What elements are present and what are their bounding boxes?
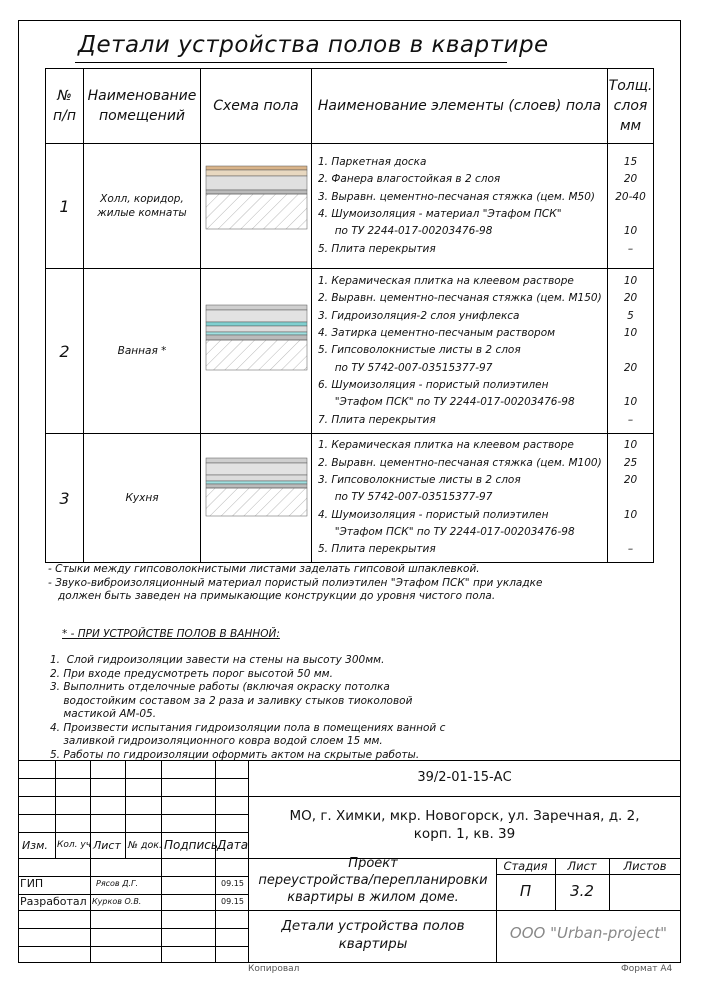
address-line2: корп. 1, кв. 39: [413, 826, 516, 842]
project-line2: переустройства/перепланировки: [258, 873, 488, 888]
layer-item: 1. Керамическая плитка на клеевом растворе: [318, 275, 574, 288]
room-name: Кухня: [84, 434, 201, 563]
footer-copied: Копировал: [248, 964, 300, 974]
layer-item: 1. Керамическая плитка на клеевом растворе: [318, 439, 574, 452]
layer-item: 3. Гидроизоляция-2 слоя унифлекса: [318, 309, 520, 322]
note-line: - Звуко-виброизоляционный материал пористый полиэтилен "Этафом ПСК" при укладке: [48, 576, 543, 589]
floor-scheme-drawing: [201, 434, 312, 558]
thickness-value: [608, 206, 653, 223]
thickness-value: –: [627, 413, 634, 426]
header-layers: Наименование элементы (слоев) пола: [312, 69, 608, 144]
table-row: [46, 144, 654, 269]
layer-item: 2. Фанера влагостойкая в 2 слоя: [318, 173, 501, 186]
document-code: 39/2-01-15-АС: [417, 770, 512, 785]
layer-item: 3. Гипсоволокнистые листы в 2 слоя: [318, 474, 521, 487]
title-underline: [75, 62, 507, 63]
general-notes: [48, 563, 542, 604]
layer-item: 3. Выравн. цементно-песчаная стяжка (цем. М50): [318, 190, 596, 203]
address-line1: МО, г. Химки, мкр. Новогорск, ул. Заречная, д. 2,: [289, 808, 640, 824]
layer-item: 4. Затирка цементно-песчаным раствором: [318, 327, 556, 340]
company-name: ООО "Urban-project": [509, 924, 668, 942]
dev-date: 09.15: [221, 897, 244, 906]
col-izm: Изм.: [22, 839, 48, 852]
header-room-line1: Наименование: [87, 88, 197, 104]
note-line: заливкой гидроизоляционного ковра водой слоем 15 мм.: [50, 735, 383, 747]
layer-item: 2. Выравн. цементно-песчаная стяжка (цем. М100): [318, 456, 602, 469]
sheet-label: Лист: [567, 859, 597, 873]
room-name: Холл, коридор, жилые комнаты: [84, 144, 201, 269]
drawing-title-line2: квартиры: [338, 936, 408, 952]
col-doc: № док.: [128, 840, 163, 851]
row-number: 1: [46, 144, 84, 269]
table-row: [46, 269, 654, 434]
floor-scheme: [201, 269, 312, 434]
layer-item: по ТУ 5742-007-03515377-97: [318, 361, 493, 374]
layer-item: по ТУ 5742-007-03515377-97: [318, 491, 493, 504]
thickness-value: 20: [623, 474, 638, 487]
project-line3: квартиры в жилом доме.: [287, 890, 459, 905]
note-line: 2. При входе предусмотреть порог высотой 50 мм.: [50, 667, 333, 680]
grid-line: [18, 876, 248, 877]
layer-item: 5. Гипсоволокнистые листы в 2 слоя: [318, 344, 521, 357]
thickness-value: 10: [623, 439, 638, 452]
header-thickness-line2: слоя: [613, 98, 648, 114]
grid-line: [55, 760, 56, 858]
grid-line: [248, 796, 681, 797]
floor-layers-table: [45, 68, 654, 563]
header-room-line2: помещений: [98, 108, 186, 124]
header-num-line1: №: [57, 88, 72, 104]
grid-line: [496, 874, 681, 875]
dev-label: Разработал: [20, 895, 87, 908]
drawing-title-line1: Детали устройства полов: [281, 918, 465, 934]
thickness-value: 20: [623, 173, 638, 186]
thickness-value: 10: [623, 396, 638, 409]
layer-item: 6. Шумоизоляция - пористый полиэтилен: [318, 378, 549, 391]
note-line: 4. Произвести испытания гидроизоляции пола в помещениях ванной с: [50, 721, 446, 734]
layer-item: 4. Шумоизоляция - пористый полиэтилен: [318, 508, 549, 521]
grid-line: [18, 778, 248, 779]
note-line: водостойким составом за 2 раза и заливку стыков тиоколовой: [50, 694, 413, 707]
note-line: должен быть заведен на примыкающие конструкции до уровня чистого пола.: [48, 590, 496, 602]
thickness-cell: [608, 434, 654, 563]
layers-cell: [312, 144, 608, 269]
row-number: 3: [46, 434, 84, 563]
thickness-value: 20-40: [615, 190, 646, 203]
thickness-value: [608, 342, 653, 359]
stamp-top-border: [18, 760, 681, 761]
thickness-cell: [608, 144, 654, 269]
thickness-value: 10: [623, 225, 638, 238]
thickness-value: 20: [623, 292, 638, 305]
layer-item: по ТУ 2244-017-00203476-98: [318, 225, 493, 238]
header-num-line2: п/п: [52, 108, 77, 124]
sheets-label: Листов: [623, 859, 667, 873]
thickness-value: 25: [623, 456, 638, 469]
header-scheme: Схема пола: [201, 69, 312, 144]
table-row: [46, 434, 654, 563]
thickness-value: [608, 489, 653, 506]
grid-line: [90, 760, 91, 963]
col-kol: Кол. уч: [57, 840, 92, 850]
header-thickness: [608, 69, 654, 144]
gip-name: Рясов Д.Г.: [96, 879, 138, 888]
thickness-value: –: [627, 543, 634, 556]
layer-item: 5. Плита перекрытия: [318, 543, 436, 556]
floor-scheme-drawing: [201, 144, 312, 264]
layer-item: "Этафом ПСК" по ТУ 2244-017-00203476-98: [318, 525, 575, 538]
grid-line: [161, 760, 162, 963]
thickness-value: –: [627, 242, 634, 255]
gip-label: ГИП: [20, 877, 44, 890]
layer-item: 2. Выравн. цементно-песчаная стяжка (цем. М150): [318, 292, 602, 305]
grid-line: [18, 928, 248, 929]
stage-value: П: [519, 882, 532, 900]
thickness-value: [608, 377, 653, 394]
layers-cell: [312, 269, 608, 434]
floor-scheme: [201, 434, 312, 563]
header-room: [84, 69, 201, 144]
note-line: - Стыки между гипсоволокнистыми листами заделать гипсовой шпаклевкой.: [48, 563, 480, 575]
layers-cell: [312, 434, 608, 563]
page-title: Детали устройства полов в квартире: [78, 32, 549, 58]
header-thickness-line1: Толщ.: [608, 78, 653, 94]
bath-notes-heading: * - ПРИ УСТРОЙСТВЕ ПОЛОВ В ВАННОЙ:: [62, 628, 280, 640]
thickness-cell: [608, 269, 654, 434]
note-line: мастикой АМ-05.: [50, 708, 157, 720]
grid-line: [125, 760, 126, 858]
header-thickness-line3: мм: [619, 118, 642, 134]
col-sign: Подпись: [164, 838, 218, 852]
thickness-value: [608, 524, 653, 541]
note-line: 5. Работы по гидроизоляции оформить актом на скрытые работы.: [50, 748, 420, 761]
grid-line: [18, 814, 248, 815]
layer-item: "Этафом ПСК" по ТУ 2244-017-00203476-98: [318, 396, 575, 409]
footer-format: Формат А4: [621, 964, 673, 974]
thickness-value: 10: [623, 327, 638, 340]
note-line: 1. Слой гидроизоляции завести на стены на высоту 300мм.: [50, 654, 385, 666]
header-num: [46, 69, 84, 144]
thickness-value: 20: [623, 361, 638, 374]
grid-line: [18, 946, 248, 947]
layer-item: 4. Шумоизоляция - материал "Этафом ПСК": [318, 208, 562, 220]
grid-line: [18, 832, 248, 833]
room-name: Ванная *: [84, 269, 201, 434]
bath-notes: [50, 654, 445, 762]
note-line: 3. Выполнить отделочные работы (включая окраску потолка: [50, 681, 390, 693]
thickness-value: 5: [627, 309, 634, 322]
grid-line: [215, 760, 216, 963]
thickness-value: 10: [623, 508, 638, 521]
project-line1: Проект: [348, 856, 398, 871]
sheet-value: 3.2: [570, 882, 594, 900]
thickness-value: 15: [623, 156, 638, 169]
floor-scheme: [201, 144, 312, 269]
grid-line: [18, 910, 681, 911]
layer-item: 1. Паркетная доска: [318, 156, 427, 169]
layer-item: 5. Плита перекрытия: [318, 242, 436, 255]
grid-line: [248, 760, 249, 963]
dev-name: Курков О.В.: [92, 897, 142, 906]
table-header-row: [46, 69, 654, 144]
title-block: [18, 760, 681, 963]
thickness-value: 10: [623, 275, 638, 288]
row-number: 2: [46, 269, 84, 434]
col-list: Лист: [93, 839, 121, 852]
gip-date: 09.15: [221, 879, 244, 888]
floor-scheme-drawing: [201, 269, 312, 429]
layer-item: 7. Плита перекрытия: [318, 413, 436, 426]
col-date: Дата: [217, 838, 249, 852]
stage-label: Стадия: [503, 859, 548, 873]
grid-line: [18, 796, 248, 797]
